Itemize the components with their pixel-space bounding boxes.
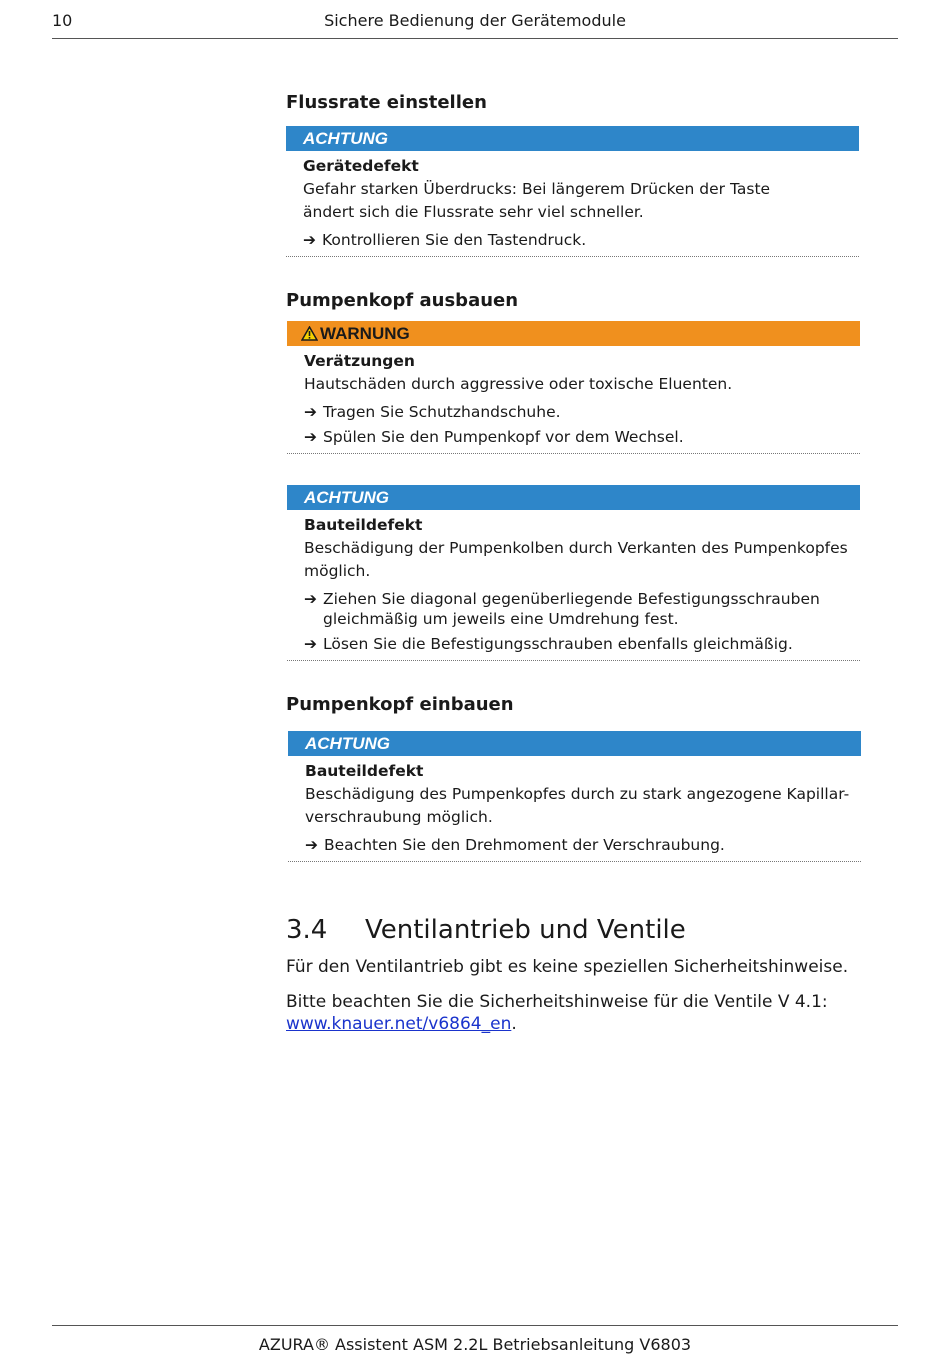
chapter-title: Ventilantrieb und Ventile [365, 915, 686, 945]
list-item: ➔ Ziehen Sie diagonal gegenüberliegende Befestigungsschrauben gleichmäßig um jeweils eine Umdrehung fest. [304, 590, 820, 628]
arrow-right-icon: ➔ [305, 836, 318, 854]
page-number: 10 [52, 11, 73, 30]
heading-pumpenkopf-einbauen: Pumpenkopf einbauen [286, 694, 514, 715]
notice-title: Bauteildefekt [304, 516, 423, 534]
notice-achtung-ausbauen [287, 485, 860, 661]
notice-description: Beschädigung der Pumpenkolben durch Verkanten des Pumpenkopfes möglich. [304, 539, 848, 580]
notice-title: Gerätedefekt [303, 157, 419, 175]
notice-achtung-einbauen [288, 731, 861, 862]
chapter-number: 3.4 [286, 915, 328, 945]
notice-banner: ACHTUNG [286, 126, 859, 151]
list-item: ➔ Kontrollieren Sie den Tastendruck. [303, 231, 587, 249]
footer-divider [52, 1325, 898, 1326]
dotted-divider [286, 256, 859, 257]
arrow-right-icon: ➔ [304, 403, 317, 421]
notice-description: Beschädigung des Pumpenkopfes durch zu stark angezogene Kapillar-verschraubung möglich. [305, 785, 850, 826]
knauer-link[interactable]: www.knauer.net/v6864_en [286, 1014, 512, 1034]
dotted-divider [287, 660, 860, 661]
dotted-divider [288, 861, 861, 862]
notice-description: Hautschäden durch aggressive oder toxische Eluenten. [304, 375, 733, 393]
arrow-right-icon: ➔ [304, 590, 317, 608]
warning-triangle-icon [301, 326, 318, 341]
notice-title: Verätzungen [304, 352, 415, 370]
list-item: ➔ Tragen Sie Schutzhandschuhe. [304, 403, 561, 421]
chapter-paragraph-2: Bitte beachten Sie die Sicherheitshinweise für die Ventile V 4.1: www.knauer.net/v6864_en. [286, 992, 828, 1034]
notice-banner: ACHTUNG [287, 485, 860, 510]
notice-achtung-flussrate [286, 126, 859, 257]
arrow-right-icon: ➔ [304, 635, 317, 653]
arrow-right-icon: ➔ [304, 428, 317, 446]
arrow-right-icon: ➔ [303, 231, 316, 249]
notice-banner: WARNUNG [287, 321, 860, 346]
running-header: Sichere Bedienung der Gerätemodule [324, 11, 626, 30]
list-item: ➔ Beachten Sie den Drehmoment der Verschraubung. [305, 836, 725, 854]
notice-title: Bauteildefekt [305, 762, 424, 780]
dotted-divider [287, 453, 860, 454]
header-divider [52, 38, 898, 39]
list-item: ➔ Lösen Sie die Befestigungsschrauben ebenfalls gleichmäßig. [304, 635, 793, 653]
notice-banner: ACHTUNG [288, 731, 861, 756]
notice-description: Gefahr starken Überdrucks: Bei längerem Drücken der Taste ändert sich die Flussrate sehr viel schneller. [303, 180, 771, 221]
heading-flussrate: Flussrate einstellen [286, 92, 487, 113]
heading-pumpenkopf-ausbauen: Pumpenkopf ausbauen [286, 290, 519, 311]
list-item: ➔ Spülen Sie den Pumpenkopf vor dem Wechsel. [304, 428, 684, 446]
chapter-paragraph-1: Für den Ventilantrieb gibt es keine speziellen Sicherheitshinweise. [286, 957, 849, 977]
notice-warnung [287, 321, 860, 454]
footer-text: AZURA® Assistent ASM 2.2L Betriebsanleitung V6803 [258, 1335, 692, 1354]
